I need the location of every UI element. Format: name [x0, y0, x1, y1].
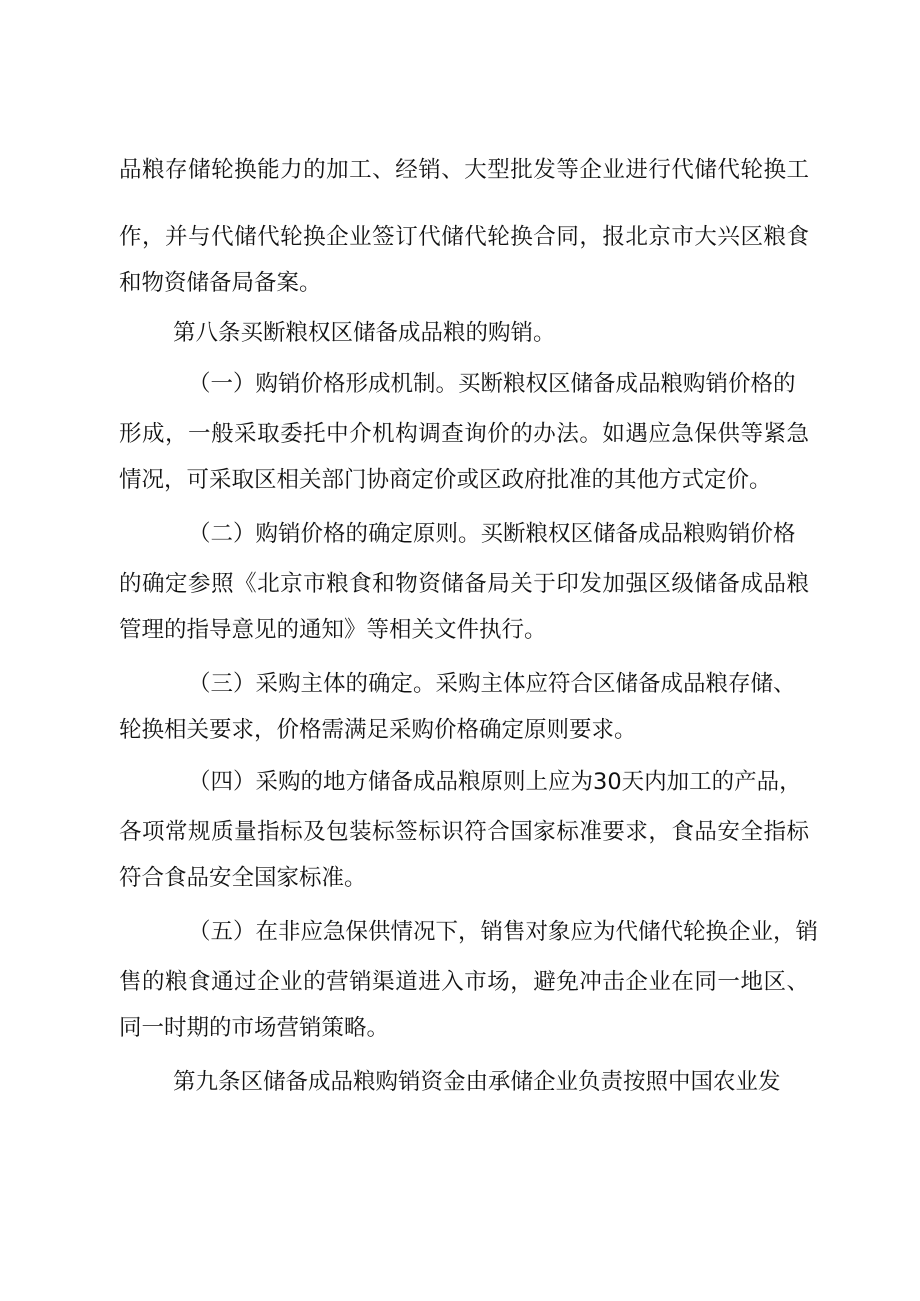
text-line: [0, 564, 920, 604]
text-line-content: 第九条区储备成品粮购销资金由承储企业负责按照中国农业发: [173, 1069, 781, 1095]
text-line: [0, 762, 920, 802]
text-line: [0, 912, 920, 952]
article-heading: [0, 1062, 920, 1102]
text-line: [0, 610, 920, 650]
text-line-content: （三）采购主体的确定。采购主体应符合区储备成品粮存储、: [188, 671, 796, 697]
text-line-content: （一）购销价格形成机制。买断粮权区储备成品粮购销价格的: [188, 371, 796, 397]
text-line: [0, 962, 920, 1002]
text-line-content: 作，并与代储代轮换企业签订代储代轮换合同，报北京市大兴区粮食: [119, 224, 809, 250]
text-line-content: 管理的指导意见的通知》等相关文件执行。: [119, 617, 547, 643]
text-line-content: 和物资储备局备案。: [119, 270, 322, 296]
text-line: [0, 812, 920, 852]
text-line: [0, 460, 920, 500]
text-line: [0, 414, 920, 454]
text-line: [0, 364, 920, 404]
article-heading: [0, 313, 920, 353]
text-line: [0, 664, 920, 704]
text-line-content: 品粮存储轮换能力的加工、经销、大型批发等企业进行代储代轮换工: [119, 157, 809, 183]
text-line-content: 轮换相关要求，价格需满足采购价格确定原则要求。: [119, 717, 637, 743]
text-line: [0, 1008, 920, 1048]
text-line: [0, 150, 920, 190]
text-line-content: （四）采购的地方储备成品粮原则上应为30天内加工的产品，: [188, 769, 802, 795]
text-line-content: 的确定参照《北京市粮食和物资储备局关于印发加强区级储备成品粮: [119, 571, 809, 597]
text-line-content: 第八条买断粮权区储备成品粮的购销。: [173, 320, 556, 346]
text-line: [0, 217, 920, 257]
text-line: [0, 858, 920, 898]
text-line-content: 形成，一般采取委托中介机构调查询价的办法。如遇应急保供等紧急: [119, 421, 809, 447]
text-line-content: 售的粮食通过企业的营销渠道进入市场，避免冲击企业在同一地区、: [119, 969, 809, 995]
text-line-content: 情况，可采取区相关部门协商定价或区政府批准的其他方式定价。: [119, 467, 772, 493]
text-line: [0, 514, 920, 554]
text-line: [0, 263, 920, 303]
text-line-content: 符合食品安全国家标准。: [119, 865, 367, 891]
text-line-content: 各项常规质量指标及包装标签标识符合国家标准要求，食品安全指标: [119, 819, 809, 845]
text-line: [0, 710, 920, 750]
text-line-content: 同一时期的市场营销策略。: [119, 1015, 390, 1041]
text-line-content: （五）在非应急保供情况下，销售对象应为代储代轮换企业，销: [188, 919, 819, 945]
text-line-content: （二）购销价格的确定原则。买断粮权区储备成品粮购销价格: [188, 521, 796, 547]
